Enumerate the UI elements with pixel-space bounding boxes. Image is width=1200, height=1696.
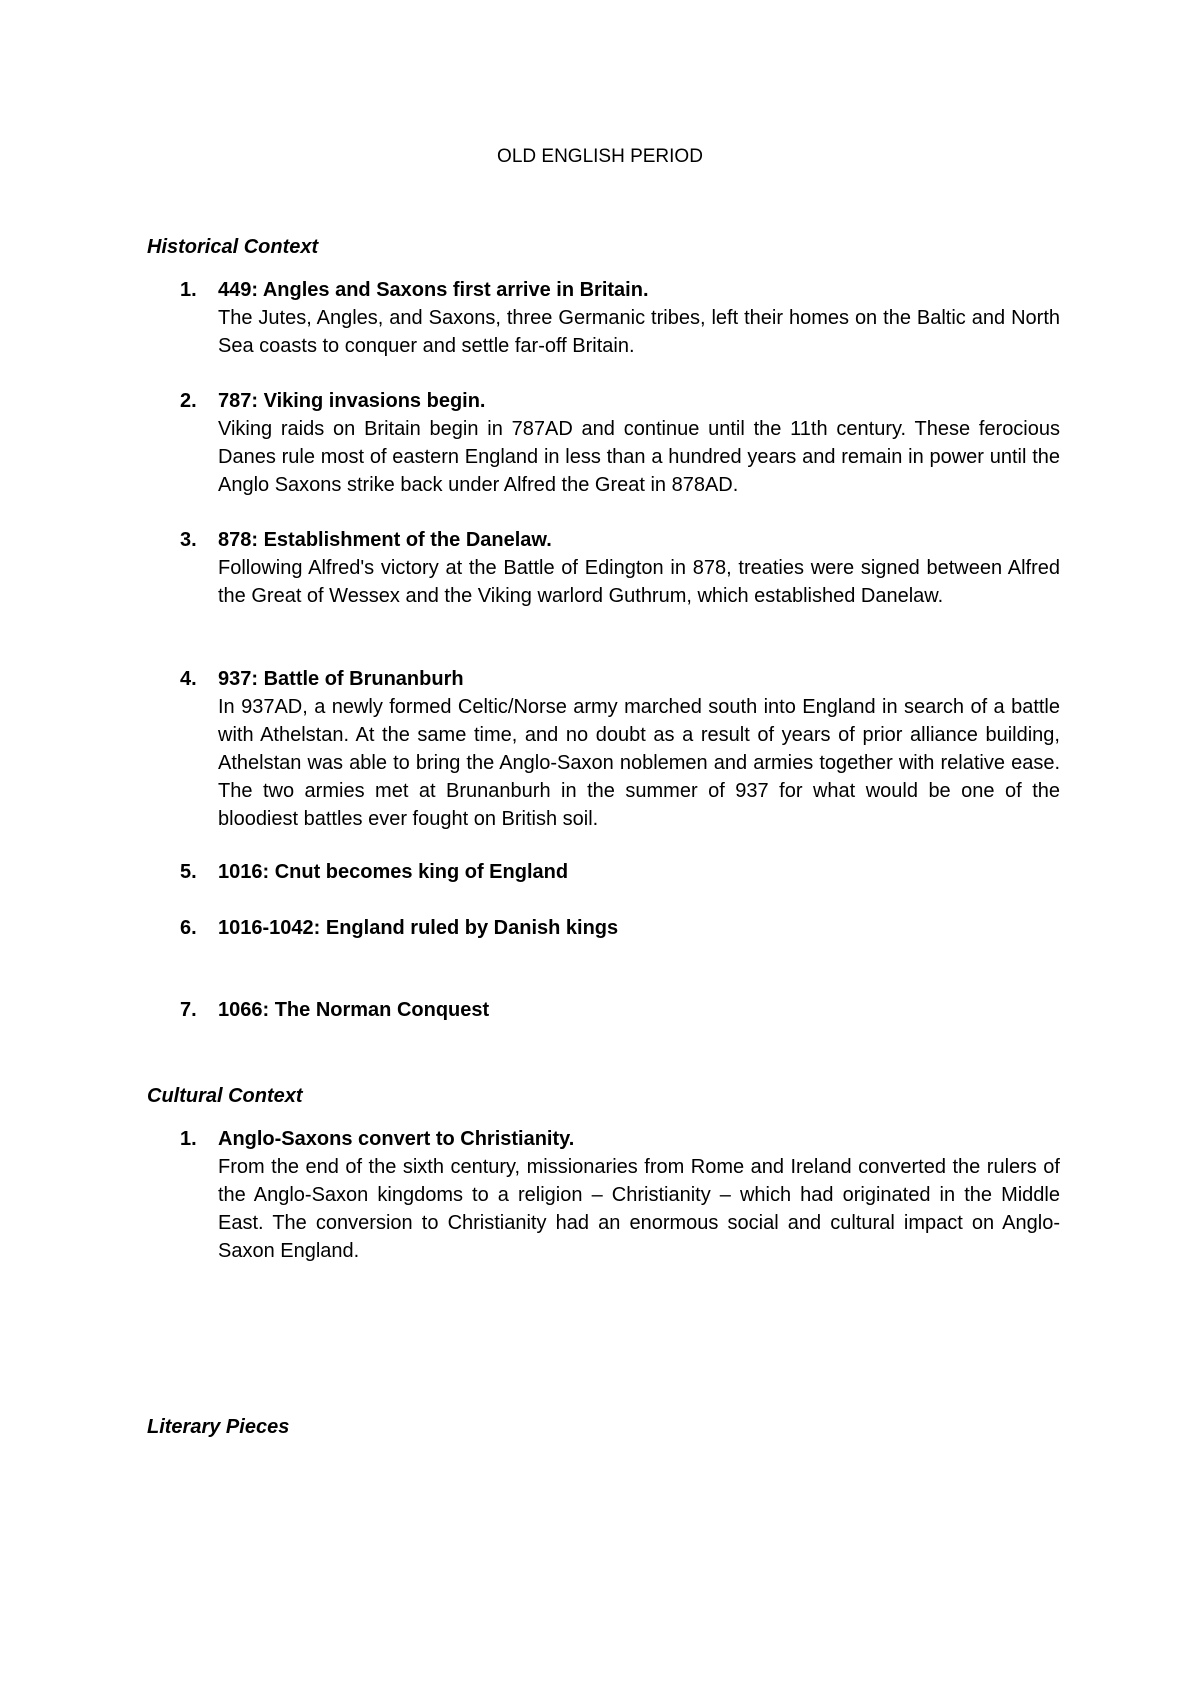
literary-pieces-heading: Literary Pieces <box>147 1416 290 1438</box>
historical-item-7 <box>180 996 1060 1024</box>
item-title: 937: Battle of Brunanburh <box>218 668 464 690</box>
historical-item-4 <box>180 665 1060 833</box>
item-number: 1. <box>180 279 197 301</box>
item-number: 6. <box>180 917 197 939</box>
item-description: In 937AD, a newly formed Celtic/Norse army marched south into England in search of a battle with Athelstan. At the same time, and no doubt as a result of years of prior alliance building, Athelstan was able to bring the Anglo-Saxon noblemen and armies together with relative ease. The two armies met at Brunanburh in the summer of 937 for what would be one of the bloodiest battles ever fought on British soil. <box>218 696 1060 830</box>
item-number: 3. <box>180 529 197 551</box>
item-title: 787: Viking invasions begin. <box>218 390 486 412</box>
item-title: Anglo-Saxons convert to Christianity. <box>218 1128 575 1150</box>
item-title: 1066: The Norman Conquest <box>218 999 490 1021</box>
item-description: The Jutes, Angles, and Saxons, three Germanic tribes, left their homes on the Baltic and North Sea coasts to conquer and settle far-off Britain. <box>218 307 1060 357</box>
historical-item-5 <box>180 858 1060 886</box>
historical-item-6 <box>180 914 1060 942</box>
cultural-item-1 <box>180 1125 1060 1265</box>
item-title: 1016: Cnut becomes king of England <box>218 861 569 883</box>
item-number: 2. <box>180 390 197 412</box>
item-description: Viking raids on Britain begin in 787AD and continue until the 11th century. These ferocious Danes rule most of eastern England in less than a hundred years and remain in power until the Anglo Saxons strike back under Alfred the Great in 878AD. <box>218 418 1060 496</box>
historical-context-heading: Historical Context <box>147 236 319 258</box>
historical-item-2 <box>180 387 1060 499</box>
item-number: 1. <box>180 1128 197 1150</box>
item-title: 878: Establishment of the Danelaw. <box>218 529 552 551</box>
item-number: 7. <box>180 999 197 1021</box>
page-title: OLD ENGLISH PERIOD <box>497 146 703 167</box>
historical-item-3 <box>180 526 1060 610</box>
item-description: Following Alfred's victory at the Battle of Edington in 878, treaties were signed between Alfred the Great of Wessex and the Viking warlord Guthrum, which established Danelaw. <box>218 557 1060 607</box>
item-description: From the end of the sixth century, missionaries from Rome and Ireland converted the rulers of the Anglo-Saxon kingdoms to a religion – Christianity – which had originated in the Middle East. The conversion to Christianity had an enormous social and cultural impact on Anglo-Saxon England. <box>218 1156 1060 1262</box>
historical-item-1 <box>180 276 1060 360</box>
item-title: 1016-1042: England ruled by Danish kings <box>218 917 619 939</box>
item-number: 4. <box>180 668 197 690</box>
item-title: 449: Angles and Saxons first arrive in Britain. <box>218 279 649 301</box>
cultural-context-heading: Cultural Context <box>147 1085 303 1107</box>
item-number: 5. <box>180 861 197 883</box>
